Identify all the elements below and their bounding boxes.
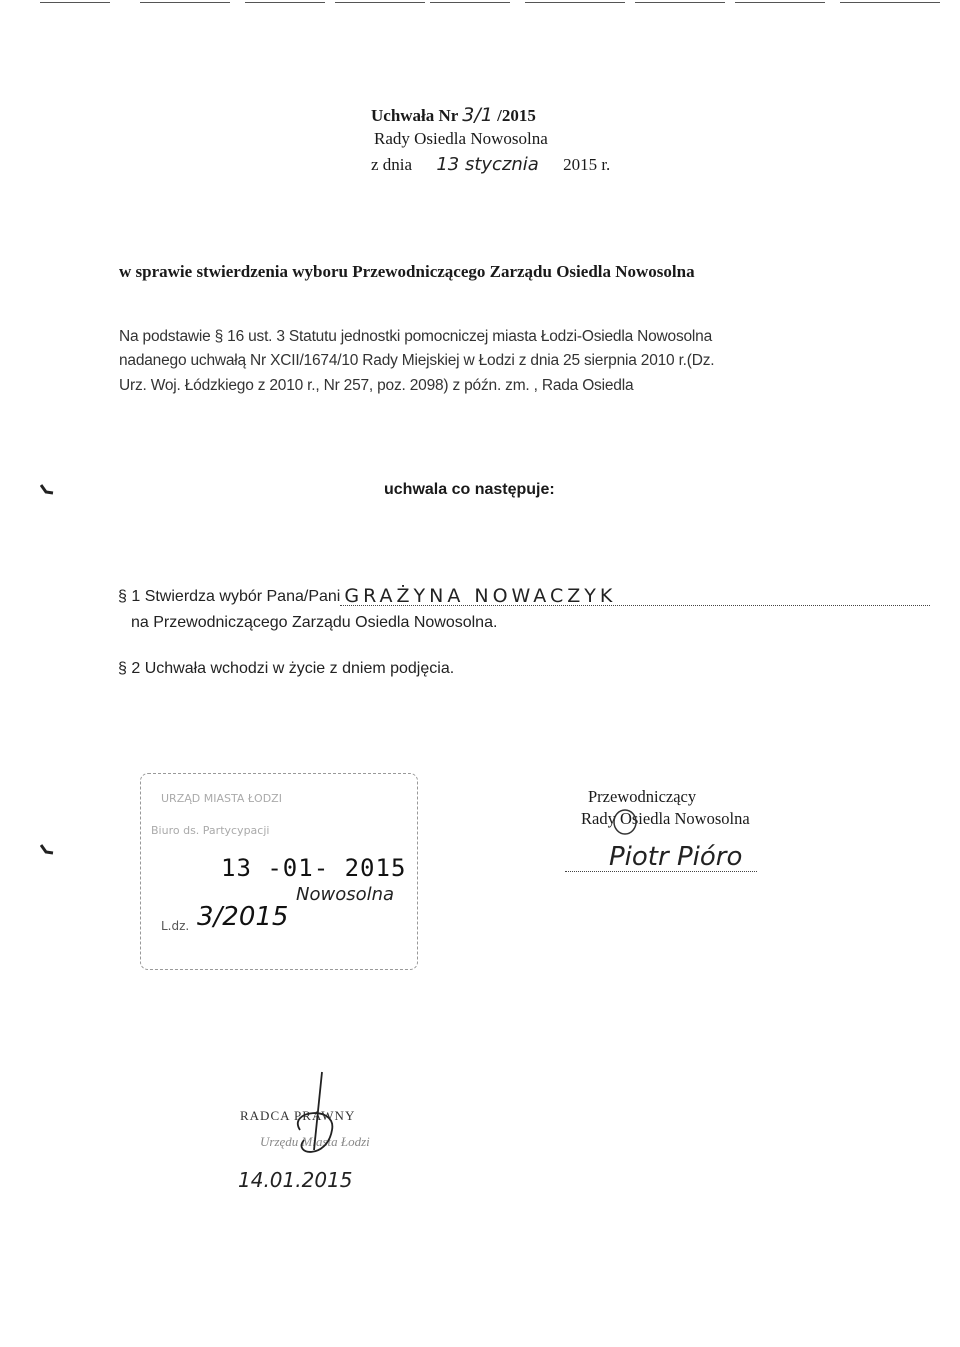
stamp-place-handwritten: Nowosolna — [296, 884, 395, 905]
paragraph-1 — [118, 585, 930, 607]
preamble-line-2: nadanego uchwałą Nr XCII/1674/10 Rady Miejskiej w Łodzi z dnia 25 sierpnia 2010 r.(Dz. — [119, 352, 715, 369]
resolution-title — [371, 104, 536, 126]
resolution-subject: w sprawie stwierdzenia wyboru Przewodniczącego Zarządu Osiedla Nowosolna — [119, 262, 695, 281]
date-prefix: z dnia — [371, 155, 413, 174]
stamp-lnum-label: L.dz. — [161, 919, 190, 933]
legal-signature-icon — [282, 1070, 352, 1190]
registry-stamp — [140, 773, 418, 970]
date-handwritten: 13 stycznia — [436, 154, 539, 175]
signature-flourish-icon — [610, 808, 640, 838]
signature-role: Przewodniczący — [588, 787, 697, 806]
paragraph-1-line-2: na Przewodniczącego Zarządu Osiedla Nowosolna. — [131, 614, 498, 631]
legal-date-handwritten: 14.01.2015 — [238, 1168, 353, 1192]
legal-counsel-stamp — [240, 1080, 400, 1200]
legal-title: RADCA PRAWNY — [240, 1108, 356, 1123]
paragraph-2: § 2 Uchwała wchodzi w życie z dniem podjęcia. — [118, 660, 455, 677]
stamp-faint-text-2: Biuro ds. Partycypacji — [151, 824, 270, 837]
signature-body: Rady Osiedla Nowosolna — [581, 809, 750, 828]
resolves-heading: uchwala co następuje: — [384, 481, 555, 498]
signature-handwritten: Piotr Pióro — [609, 842, 743, 872]
resolution-date — [371, 154, 610, 175]
stamp-faint-text-1: URZĄD MIASTA ŁODZI — [161, 792, 282, 805]
name-field — [340, 585, 930, 607]
title-number-handwritten: 3/1 — [462, 104, 493, 126]
title-prefix: Uchwała Nr — [371, 106, 459, 125]
name-handwritten: GRAŻYNA NOWACZYK — [344, 585, 617, 607]
signature-line — [565, 842, 817, 876]
paragraph-1-prefix: § 1 Stwierdza wybór Pana/Pani — [118, 588, 341, 605]
stamp-lnum-handwritten: 3/2015 — [197, 902, 289, 932]
margin-mark — [40, 483, 52, 493]
margin-mark — [40, 843, 52, 853]
stamp-date: 13 -01- 2015 — [221, 854, 407, 882]
date-suffix: 2015 r. — [563, 155, 611, 174]
council-name: Rady Osiedla Nowosolna — [374, 129, 548, 148]
top-edge-marks — [0, 0, 960, 6]
title-suffix: /2015 — [497, 106, 536, 125]
legal-office: Urzędu Miasta Łodzi — [260, 1134, 370, 1149]
preamble-line-1: Na podstawie § 16 ust. 3 Statutu jednostki pomocniczej miasta Łodzi-Osiedla Nowosolna — [119, 328, 712, 345]
preamble-line-3: Urz. Woj. Łódzkiego z 2010 r., Nr 257, poz. 2098) z późn. zm. , Rada Osiedla — [119, 377, 634, 394]
